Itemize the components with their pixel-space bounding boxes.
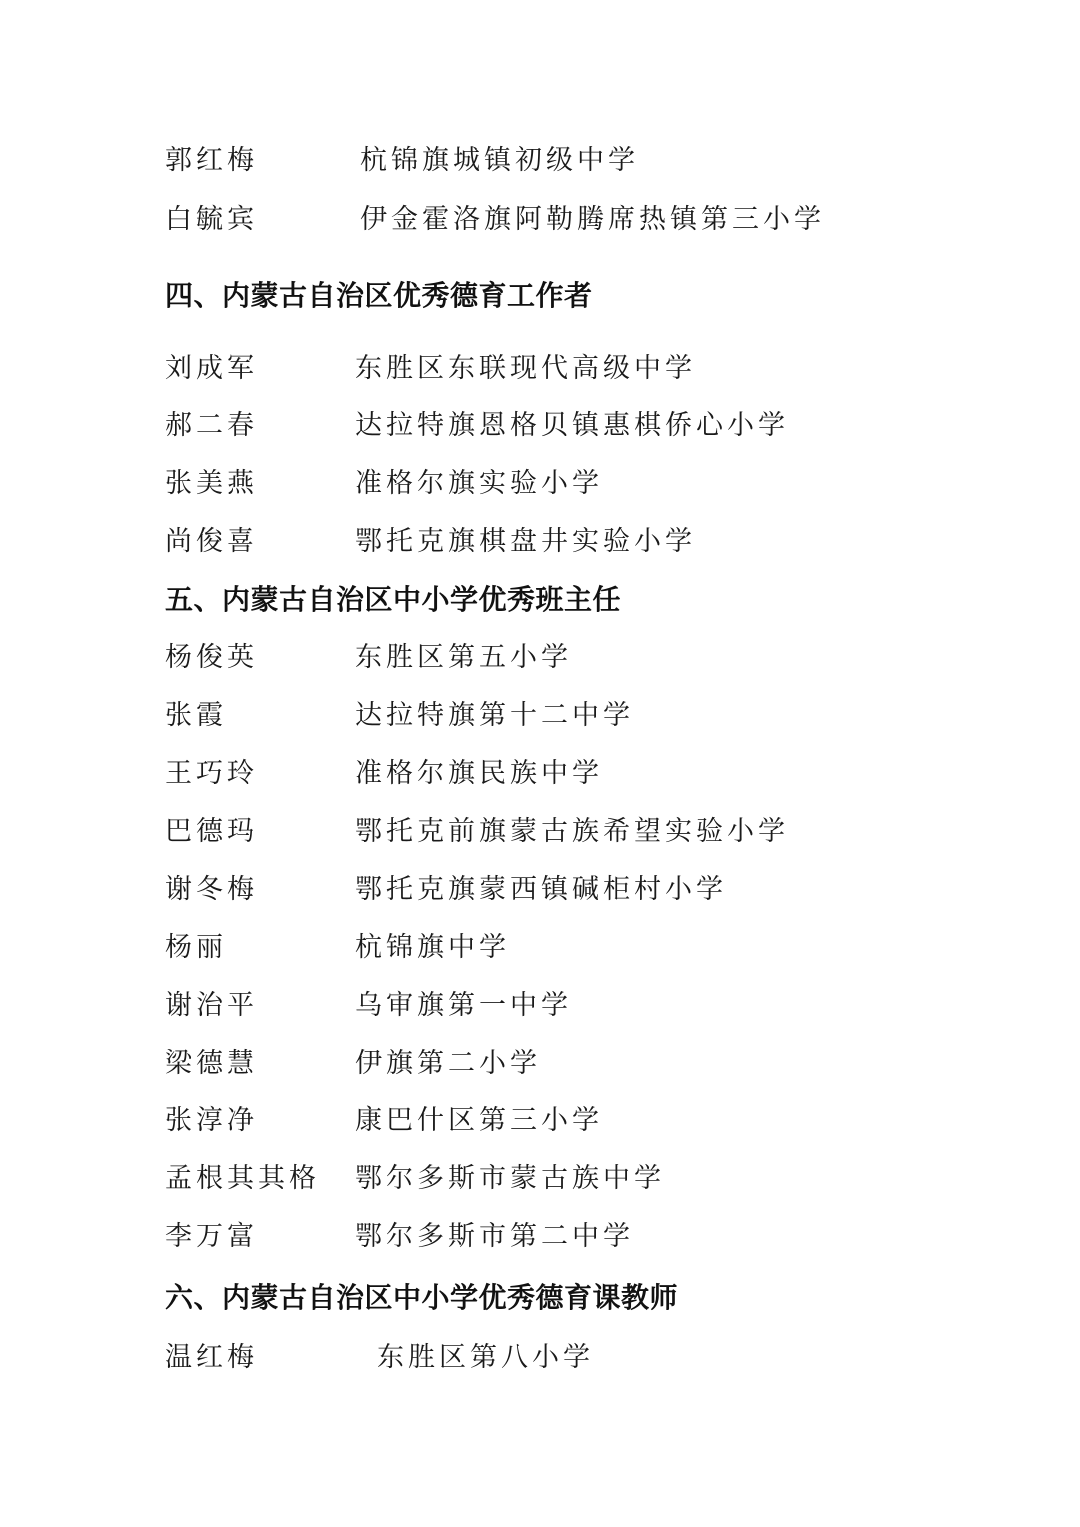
school-name: 东胜区东联现代高级中学 bbox=[355, 353, 696, 384]
person-name: 谢治平 bbox=[165, 990, 258, 1021]
list-item bbox=[0, 141, 1080, 181]
person-name: 张霞 bbox=[165, 700, 227, 731]
person-name: 孟根其其格 bbox=[165, 1163, 320, 1194]
list-item bbox=[0, 754, 1080, 794]
school-name: 准格尔旗民族中学 bbox=[355, 758, 603, 789]
person-name: 郝二春 bbox=[165, 410, 258, 441]
school-name: 杭锦旗城镇初级中学 bbox=[360, 145, 639, 176]
list-item bbox=[0, 1217, 1080, 1257]
list-item bbox=[0, 1044, 1080, 1084]
list-item bbox=[0, 928, 1080, 968]
school-name: 东胜区第八小学 bbox=[377, 1342, 594, 1373]
list-item bbox=[0, 349, 1080, 389]
person-name: 温红梅 bbox=[165, 1342, 258, 1373]
school-name: 杭锦旗中学 bbox=[355, 932, 510, 963]
list-item bbox=[0, 1101, 1080, 1141]
list-item bbox=[0, 1159, 1080, 1199]
list-item bbox=[0, 464, 1080, 504]
person-name: 张美燕 bbox=[165, 468, 258, 499]
school-name: 伊旗第二小学 bbox=[355, 1048, 541, 1079]
school-name: 准格尔旗实验小学 bbox=[355, 468, 603, 499]
list-item bbox=[0, 200, 1080, 240]
section-heading: 五、内蒙古自治区中小学优秀班主任 bbox=[165, 583, 622, 616]
person-name: 巴德玛 bbox=[165, 816, 258, 847]
section-heading: 六、内蒙古自治区中小学优秀德育课教师 bbox=[165, 1281, 679, 1314]
school-name: 鄂托克旗蒙西镇碱柜村小学 bbox=[355, 874, 727, 905]
person-name: 刘成军 bbox=[165, 353, 258, 384]
school-name: 鄂托克前旗蒙古族希望实验小学 bbox=[355, 816, 789, 847]
person-name: 尚俊喜 bbox=[165, 526, 258, 557]
school-name: 达拉特旗第十二中学 bbox=[355, 700, 634, 731]
school-name: 鄂尔多斯市第二中学 bbox=[355, 1221, 634, 1252]
person-name: 杨丽 bbox=[165, 932, 227, 963]
school-name: 鄂托克旗棋盘井实验小学 bbox=[355, 526, 696, 557]
person-name: 谢冬梅 bbox=[165, 874, 258, 905]
school-name: 康巴什区第三小学 bbox=[355, 1105, 603, 1136]
list-item bbox=[0, 638, 1080, 678]
school-name: 鄂尔多斯市蒙古族中学 bbox=[355, 1163, 665, 1194]
person-name: 张淳净 bbox=[165, 1105, 258, 1136]
school-name: 达拉特旗恩格贝镇惠棋侨心小学 bbox=[355, 410, 789, 441]
list-item bbox=[0, 522, 1080, 562]
person-name: 郭红梅 bbox=[165, 145, 258, 176]
list-item bbox=[0, 986, 1080, 1026]
person-name: 李万富 bbox=[165, 1221, 258, 1252]
school-name: 乌审旗第一中学 bbox=[355, 990, 572, 1021]
list-item bbox=[0, 812, 1080, 852]
school-name: 东胜区第五小学 bbox=[355, 642, 572, 673]
school-name: 伊金霍洛旗阿勒腾席热镇第三小学 bbox=[360, 204, 825, 235]
section-heading: 四、内蒙古自治区优秀德育工作者 bbox=[165, 279, 593, 312]
list-item bbox=[0, 406, 1080, 446]
person-name: 梁德慧 bbox=[165, 1048, 258, 1079]
list-item bbox=[0, 696, 1080, 736]
person-name: 杨俊英 bbox=[165, 642, 258, 673]
person-name: 白毓宾 bbox=[165, 204, 258, 235]
person-name: 王巧玲 bbox=[165, 758, 258, 789]
list-item bbox=[0, 1338, 1080, 1378]
list-item bbox=[0, 870, 1080, 910]
